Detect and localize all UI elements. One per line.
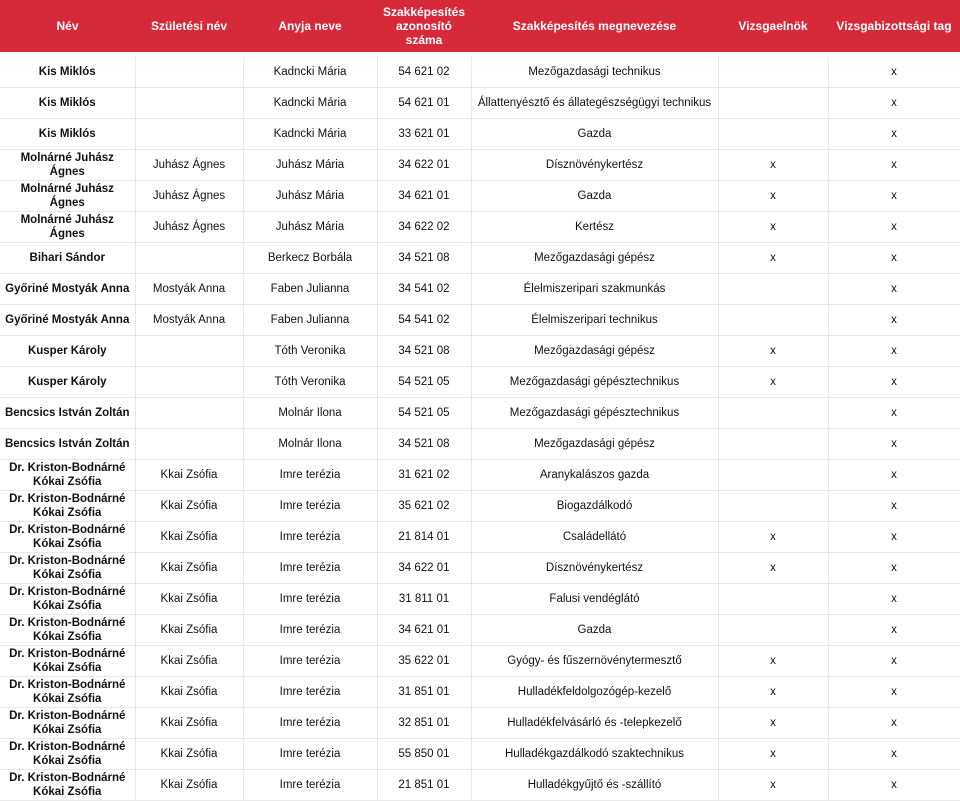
table-row [0, 212, 960, 243]
header-azonosito [377, 0, 471, 52]
table-row [0, 584, 960, 615]
cell-megnevezes: Mezőgazdasági gépész [471, 336, 718, 367]
cell-megnevezes: Élelmiszeripari technikus [471, 305, 718, 336]
cell-anyja-neve: Juhász Mária [243, 181, 377, 212]
cell-szuletesi-nev: Juhász Ágnes [135, 212, 243, 243]
cell-azonosito: 54 621 01 [377, 88, 471, 119]
cell-azonosito: 34 621 01 [377, 615, 471, 646]
cell-szuletesi-nev: Kkai Zsófia [135, 739, 243, 770]
cell-megnevezes: Állattenyésztő és állategészségügyi technikus [471, 88, 718, 119]
cell-szuletesi-nev [135, 429, 243, 460]
cell-azonosito: 54 521 05 [377, 367, 471, 398]
cell-vizsgabizottsagi-tag: x [828, 429, 960, 460]
header-anyja-neve: Anyja neve [243, 0, 377, 52]
table-row [0, 708, 960, 739]
cell-nev: Molnárné Juhász Ágnes [0, 150, 135, 181]
header-nev: Név [0, 0, 135, 52]
cell-vizsgaelnok [718, 460, 828, 491]
cell-vizsgaelnok [718, 88, 828, 119]
cell-megnevezes: Gyógy- és fűszernövénytermesztő [471, 646, 718, 677]
table-row [0, 677, 960, 708]
cell-megnevezes: Mezőgazdasági technikus [471, 57, 718, 88]
cell-nev: Dr. Kriston-Bodnárné Kókai Zsófia [0, 708, 135, 739]
cell-vizsgaelnok: x [718, 522, 828, 553]
cell-azonosito: 34 541 02 [377, 274, 471, 305]
cell-szuletesi-nev [135, 367, 243, 398]
table-row [0, 243, 960, 274]
cell-vizsgabizottsagi-tag: x [828, 367, 960, 398]
cell-vizsgaelnok [718, 398, 828, 429]
cell-nev: Dr. Kriston-Bodnárné Kókai Zsófia [0, 646, 135, 677]
cell-anyja-neve: Imre terézia [243, 708, 377, 739]
table-row [0, 429, 960, 460]
cell-azonosito: 35 622 01 [377, 646, 471, 677]
cell-megnevezes: Mezőgazdasági gépész [471, 243, 718, 274]
cell-vizsgabizottsagi-tag: x [828, 305, 960, 336]
cell-vizsgabizottsagi-tag: x [828, 150, 960, 181]
table-row [0, 181, 960, 212]
header-vizsgabizottsagi-tag: Vizsgabizottsági tag [828, 0, 960, 52]
cell-anyja-neve: Berkecz Borbála [243, 243, 377, 274]
cell-megnevezes: Hulladékgazdálkodó szaktechnikus [471, 739, 718, 770]
cell-azonosito: 35 621 02 [377, 491, 471, 522]
cell-vizsgabizottsagi-tag: x [828, 460, 960, 491]
table-row [0, 88, 960, 119]
cell-megnevezes: Családellátó [471, 522, 718, 553]
cell-vizsgabizottsagi-tag: x [828, 274, 960, 305]
cell-szuletesi-nev: Mostyák Anna [135, 274, 243, 305]
table-row [0, 646, 960, 677]
cell-anyja-neve: Imre terézia [243, 677, 377, 708]
table-row [0, 491, 960, 522]
cell-nev: Dr. Kriston-Bodnárné Kókai Zsófia [0, 677, 135, 708]
cell-megnevezes: Falusi vendéglátó [471, 584, 718, 615]
cell-megnevezes: Dísznövénykertész [471, 150, 718, 181]
cell-szuletesi-nev: Kkai Zsófia [135, 677, 243, 708]
cell-vizsgabizottsagi-tag: x [828, 398, 960, 429]
cell-vizsgaelnok: x [718, 646, 828, 677]
cell-nev: Dr. Kriston-Bodnárné Kókai Zsófia [0, 491, 135, 522]
cell-vizsgabizottsagi-tag: x [828, 739, 960, 770]
cell-azonosito: 54 541 02 [377, 305, 471, 336]
cell-szuletesi-nev [135, 398, 243, 429]
cell-nev: Kusper Károly [0, 367, 135, 398]
cell-vizsgaelnok: x [718, 770, 828, 801]
cell-megnevezes: Mezőgazdasági gépésztechnikus [471, 398, 718, 429]
cell-vizsgaelnok [718, 615, 828, 646]
table-row [0, 274, 960, 305]
cell-vizsgabizottsagi-tag: x [828, 708, 960, 739]
cell-nev: Kis Miklós [0, 57, 135, 88]
cell-azonosito: 31 621 02 [377, 460, 471, 491]
table-body [0, 52, 960, 801]
cell-vizsgaelnok: x [718, 181, 828, 212]
cell-nev: Bencsics István Zoltán [0, 429, 135, 460]
cell-azonosito: 31 851 01 [377, 677, 471, 708]
cell-szuletesi-nev: Kkai Zsófia [135, 460, 243, 491]
cell-vizsgaelnok: x [718, 212, 828, 243]
cell-megnevezes: Hulladékfelvásárló és -telepkezelő [471, 708, 718, 739]
cell-nev: Dr. Kriston-Bodnárné Kókai Zsófia [0, 615, 135, 646]
table-row [0, 615, 960, 646]
cell-azonosito: 33 621 01 [377, 119, 471, 150]
cell-megnevezes: Biogazdálkodó [471, 491, 718, 522]
cell-nev: Kis Miklós [0, 88, 135, 119]
table-row [0, 460, 960, 491]
cell-vizsgaelnok [718, 491, 828, 522]
cell-nev: Győriné Mostyák Anna [0, 274, 135, 305]
cell-nev: Bihari Sándor [0, 243, 135, 274]
cell-nev: Dr. Kriston-Bodnárné Kókai Zsófia [0, 584, 135, 615]
cell-anyja-neve: Faben Julianna [243, 305, 377, 336]
cell-szuletesi-nev: Kkai Zsófia [135, 646, 243, 677]
cell-megnevezes: Mezőgazdasági gépész [471, 429, 718, 460]
cell-nev: Dr. Kriston-Bodnárné Kókai Zsófia [0, 522, 135, 553]
cell-szuletesi-nev [135, 119, 243, 150]
cell-anyja-neve: Kadncki Mária [243, 57, 377, 88]
cell-vizsgaelnok: x [718, 336, 828, 367]
cell-szuletesi-nev: Kkai Zsófia [135, 584, 243, 615]
cell-azonosito: 34 622 01 [377, 553, 471, 584]
cell-vizsgaelnok: x [718, 677, 828, 708]
cell-anyja-neve: Kadncki Mária [243, 88, 377, 119]
cell-azonosito: 54 621 02 [377, 57, 471, 88]
cell-vizsgaelnok: x [718, 708, 828, 739]
cell-szuletesi-nev: Mostyák Anna [135, 305, 243, 336]
cell-vizsgaelnok: x [718, 553, 828, 584]
cell-megnevezes: Aranykalászos gazda [471, 460, 718, 491]
cell-anyja-neve: Molnár Ilona [243, 429, 377, 460]
cell-megnevezes: Gazda [471, 119, 718, 150]
cell-anyja-neve: Tóth Veronika [243, 336, 377, 367]
cell-vizsgaelnok: x [718, 243, 828, 274]
cell-szuletesi-nev [135, 243, 243, 274]
header-vizsgaelnok: Vizsgaelnök [718, 0, 828, 52]
cell-vizsgaelnok [718, 584, 828, 615]
table-row [0, 770, 960, 801]
cell-azonosito: 34 621 01 [377, 181, 471, 212]
cell-vizsgaelnok [718, 429, 828, 460]
cell-vizsgaelnok [718, 57, 828, 88]
table-row [0, 119, 960, 150]
cell-vizsgaelnok [718, 305, 828, 336]
table-row [0, 398, 960, 429]
header-megnevezes: Szakképesítés megnevezése [471, 0, 718, 52]
cell-azonosito: 32 851 01 [377, 708, 471, 739]
table-row [0, 336, 960, 367]
cell-vizsgabizottsagi-tag: x [828, 212, 960, 243]
table-header [0, 0, 960, 52]
cell-vizsgaelnok: x [718, 367, 828, 398]
cell-nev: Kis Miklós [0, 119, 135, 150]
cell-vizsgabizottsagi-tag: x [828, 119, 960, 150]
cell-vizsgabizottsagi-tag: x [828, 88, 960, 119]
cell-anyja-neve: Molnár Ilona [243, 398, 377, 429]
cell-szuletesi-nev: Juhász Ágnes [135, 150, 243, 181]
table-row [0, 739, 960, 770]
cell-azonosito: 34 622 01 [377, 150, 471, 181]
cell-nev: Dr. Kriston-Bodnárné Kókai Zsófia [0, 739, 135, 770]
cell-szuletesi-nev: Kkai Zsófia [135, 770, 243, 801]
cell-vizsgabizottsagi-tag: x [828, 584, 960, 615]
table-row [0, 305, 960, 336]
cell-anyja-neve: Kadncki Mária [243, 119, 377, 150]
cell-szuletesi-nev: Juhász Ágnes [135, 181, 243, 212]
cell-megnevezes: Mezőgazdasági gépésztechnikus [471, 367, 718, 398]
cell-vizsgabizottsagi-tag: x [828, 677, 960, 708]
cell-anyja-neve: Juhász Mária [243, 150, 377, 181]
cell-anyja-neve: Tóth Veronika [243, 367, 377, 398]
cell-nev: Molnárné Juhász Ágnes [0, 181, 135, 212]
cell-azonosito: 34 521 08 [377, 336, 471, 367]
cell-nev: Győriné Mostyák Anna [0, 305, 135, 336]
cell-vizsgaelnok [718, 274, 828, 305]
cell-anyja-neve: Imre terézia [243, 739, 377, 770]
table-row [0, 367, 960, 398]
cell-anyja-neve: Juhász Mária [243, 212, 377, 243]
cell-szuletesi-nev: Kkai Zsófia [135, 615, 243, 646]
cell-szuletesi-nev: Kkai Zsófia [135, 522, 243, 553]
table-row [0, 57, 960, 88]
cell-azonosito: 34 622 02 [377, 212, 471, 243]
cell-megnevezes: Gazda [471, 615, 718, 646]
cell-vizsgabizottsagi-tag: x [828, 646, 960, 677]
cell-azonosito: 21 814 01 [377, 522, 471, 553]
cell-vizsgabizottsagi-tag: x [828, 491, 960, 522]
header-szuletesi-nev: Születési név [135, 0, 243, 52]
cell-anyja-neve: Imre terézia [243, 770, 377, 801]
cell-vizsgabizottsagi-tag: x [828, 615, 960, 646]
cell-vizsgabizottsagi-tag: x [828, 181, 960, 212]
cell-szuletesi-nev: Kkai Zsófia [135, 491, 243, 522]
cell-megnevezes: Kertész [471, 212, 718, 243]
cell-szuletesi-nev [135, 88, 243, 119]
cell-anyja-neve: Imre terézia [243, 615, 377, 646]
cell-nev: Bencsics István Zoltán [0, 398, 135, 429]
cell-megnevezes: Dísznövénykertész [471, 553, 718, 584]
cell-vizsgabizottsagi-tag: x [828, 522, 960, 553]
cell-vizsgaelnok [718, 119, 828, 150]
table-row [0, 150, 960, 181]
cell-anyja-neve: Imre terézia [243, 584, 377, 615]
header-azonosito-line2: azonosító száma [396, 19, 452, 47]
cell-anyja-neve: Faben Julianna [243, 274, 377, 305]
cell-vizsgabizottsagi-tag: x [828, 243, 960, 274]
cell-nev: Dr. Kriston-Bodnárné Kókai Zsófia [0, 460, 135, 491]
cell-nev: Molnárné Juhász Ágnes [0, 212, 135, 243]
cell-nev: Dr. Kriston-Bodnárné Kókai Zsófia [0, 553, 135, 584]
cell-anyja-neve: Imre terézia [243, 491, 377, 522]
cell-megnevezes: Hulladékfeldolgozógép-kezelő [471, 677, 718, 708]
cell-megnevezes: Gazda [471, 181, 718, 212]
cell-megnevezes: Élelmiszeripari szakmunkás [471, 274, 718, 305]
table-row [0, 522, 960, 553]
cell-anyja-neve: Imre terézia [243, 646, 377, 677]
cell-vizsgaelnok: x [718, 150, 828, 181]
header-azonosito-line1: Szakképesítés [382, 5, 466, 19]
cell-azonosito: 54 521 05 [377, 398, 471, 429]
cell-azonosito: 34 521 08 [377, 429, 471, 460]
cell-nev: Kusper Károly [0, 336, 135, 367]
cell-vizsgabizottsagi-tag: x [828, 770, 960, 801]
table-row [0, 553, 960, 584]
cell-azonosito: 31 811 01 [377, 584, 471, 615]
cell-vizsgaelnok: x [718, 739, 828, 770]
cell-anyja-neve: Imre terézia [243, 553, 377, 584]
cell-szuletesi-nev: Kkai Zsófia [135, 708, 243, 739]
cell-szuletesi-nev [135, 57, 243, 88]
cell-anyja-neve: Imre terézia [243, 460, 377, 491]
cell-megnevezes: Hulladékgyűjtő és -szállító [471, 770, 718, 801]
cell-vizsgabizottsagi-tag: x [828, 553, 960, 584]
cell-azonosito: 34 521 08 [377, 243, 471, 274]
cell-nev: Dr. Kriston-Bodnárné Kókai Zsófia [0, 770, 135, 801]
cell-azonosito: 21 851 01 [377, 770, 471, 801]
cell-szuletesi-nev: Kkai Zsófia [135, 553, 243, 584]
cell-vizsgabizottsagi-tag: x [828, 336, 960, 367]
cell-vizsgabizottsagi-tag: x [828, 57, 960, 88]
cell-anyja-neve: Imre terézia [243, 522, 377, 553]
cell-azonosito: 55 850 01 [377, 739, 471, 770]
cell-szuletesi-nev [135, 336, 243, 367]
